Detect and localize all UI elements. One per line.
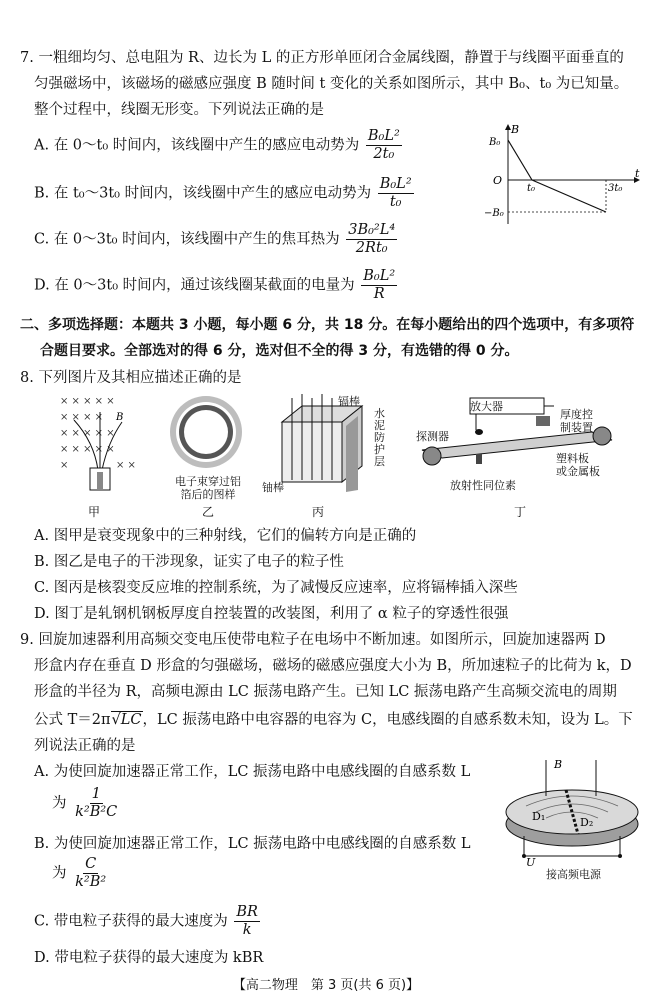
q8-label-ding: 丁 <box>514 505 527 519</box>
t0-label: t₀ <box>527 183 536 194</box>
fraction-denominator: 2Rt₀ <box>355 240 388 256</box>
q7-stem-line1: 7. 一粗细均匀、总电阻为 R、边长为 L 的正方形单匝闭合金属线圈，静置于与线圈平面垂直的 <box>20 50 624 66</box>
q9-stem-line4 <box>34 708 633 729</box>
q8-figure-a <box>56 392 142 498</box>
x-axis-label: t <box>635 167 640 180</box>
wall-char: 层 <box>374 455 385 468</box>
q8-plate-label <box>556 452 600 478</box>
q9-option-a-line2 <box>52 786 119 821</box>
q8-option-c: C. 图丙是核裂变反应堆的控制系统，为了减慢反应速率，应将镉棒插入深些 <box>34 580 518 596</box>
sqrt-lc: √LC <box>111 712 142 728</box>
q8-detector-label: 探测器 <box>416 430 449 443</box>
q9-option-c <box>34 904 260 939</box>
q7-stem-line3: 整个过程中，线圈无形变。下列说法正确的是 <box>34 102 324 118</box>
cyclotron-b-label: B <box>554 758 563 771</box>
q9-option-c-fraction <box>234 904 260 939</box>
radioactive-source <box>97 472 103 490</box>
u-label: U <box>526 856 536 869</box>
q9-option-a-prefix: 为 <box>52 795 67 812</box>
q9-cyclotron-figure <box>496 756 642 882</box>
q7-stem-line2: 匀强磁场中，该磁场的磁感应强度 B 随时间 t 变化的关系如图所示，其中 B₀、t₀ 为已知量。 <box>34 76 629 92</box>
detector <box>475 429 483 435</box>
period-formula-prefix: 公式 T＝2π <box>34 712 111 728</box>
q9-option-b-fraction <box>73 856 108 891</box>
q7-option-c-fraction <box>346 222 397 257</box>
y-axis-label: B <box>511 123 520 136</box>
svg-text:× × × × ×: × × × × × <box>60 428 115 439</box>
fraction-numerator: BR <box>236 904 258 920</box>
q8-amplifier-label: 放大器 <box>470 400 503 413</box>
q9-option-b-line2 <box>52 856 108 891</box>
svg-text:× × × ×: × × × × <box>60 412 104 423</box>
d1-label: D₁ <box>532 810 546 823</box>
fraction-numerator: B₀L² <box>363 268 396 284</box>
q8-option-d: D. 图丁是轧钢机钢板厚度自控装置的改装图，利用了 α 粒子的穿透性很强 <box>34 606 509 622</box>
fraction-numerator: B₀L² <box>379 176 412 192</box>
caption-line: 塑料板 <box>556 452 589 465</box>
q8-uranium-label: 铀棒 <box>262 481 284 494</box>
thickness-control <box>536 416 550 426</box>
q8-figure-b <box>166 394 246 474</box>
q7-option-b <box>34 176 414 211</box>
fraction-denominator: k²B²C <box>75 804 118 820</box>
q9-stem-line1: 9. 回旋加速器利用高频交变电压使带电粒子在电场中不断加速。如图所示，回旋加速器两 D <box>20 632 606 648</box>
wall-char: 水 <box>374 407 385 420</box>
q7-bt-graph <box>472 120 642 230</box>
q9-source-label: 接高频电源 <box>546 868 601 881</box>
fraction-numerator: 1 <box>91 786 101 802</box>
isotope-source <box>476 454 482 464</box>
sqrt-lc-text: LC <box>120 712 142 728</box>
magnetic-field-crosses <box>60 396 136 471</box>
q7-option-d-fraction <box>361 268 397 303</box>
page-footer: 【高二物理 第 3 页(共 6 页)】 <box>232 978 420 993</box>
roller-right <box>593 427 611 445</box>
q8-figure-b-caption <box>166 475 250 501</box>
wall-char: 泥 <box>374 419 385 432</box>
q8-label-jia: 甲 <box>88 505 101 519</box>
q8-cadmium-label: 镉棒 <box>338 395 360 408</box>
q9-stem-line2: 形盒内存在垂直 D 形盒的匀强磁场，磁场的磁感应强度大小为 B，所加速粒子的比荷为 k，D <box>34 658 632 674</box>
svg-text:× × × × ×: × × × × × <box>60 444 115 455</box>
q7-option-a <box>34 128 402 163</box>
q7-option-b-text: B. 在 t₀～3t₀ 时间内，该线圈中产生的感应电动势为 <box>34 185 372 202</box>
q8-isotope-label: 放射性同位素 <box>450 479 516 492</box>
fraction-denominator: k²B² <box>75 874 107 890</box>
caption-line: 箔后的图样 <box>180 488 236 501</box>
q9-stem-line5: 列说法正确的是 <box>34 738 136 754</box>
field-b-label: B <box>116 412 124 423</box>
svg-text:× ×: × × <box>116 460 136 471</box>
svg-text:×: × <box>60 460 69 471</box>
q7-option-d <box>34 268 397 303</box>
q8-label-bing: 丙 <box>312 505 325 519</box>
q7-option-d-text: D. 在 0～3t₀ 时间内，通过该线圈某截面的电量为 <box>34 277 355 294</box>
period-formula-suffix: ，LC 振荡电路中电容器的电容为 C，电感线圈的自感系数未知，设为 L。下 <box>142 712 633 728</box>
q9-option-a-fraction <box>73 786 119 821</box>
svg-text:× × × × ×: × × × × × <box>60 396 115 407</box>
fraction-numerator: C <box>85 856 97 872</box>
terminal-right <box>618 854 622 858</box>
q7-option-c <box>34 222 397 257</box>
fraction-numerator: B₀L² <box>367 128 400 144</box>
3t0-label: 3t₀ <box>608 183 623 194</box>
q7-option-b-fraction <box>378 176 414 211</box>
fraction-denominator: t₀ <box>389 194 402 210</box>
caption-line: 厚度控 <box>560 408 593 421</box>
q8-label-yi: 乙 <box>202 505 215 519</box>
q9-option-c-text: C. 带电粒子获得的最大速度为 <box>34 913 228 930</box>
concrete-wall <box>346 416 358 492</box>
q9-option-d: D. 带电粒子获得的最大速度为 kBR <box>34 950 264 966</box>
q9-option-a-line1: A. 为使回旋加速器正常工作，LC 振荡电路中电感线圈的自感系数 L <box>34 764 471 780</box>
section2-heading-line1: 二、多项选择题：本题共 3 小题，每小题 6 分，共 18 分。在每小题给出的四个选项中，有多项符 <box>20 317 635 333</box>
q7-option-a-fraction <box>366 128 402 163</box>
caption-line: 或金属板 <box>556 465 600 478</box>
q9-option-b-line1: B. 为使回旋加速器正常工作，LC 振荡电路中电感线圈的自感系数 L <box>34 836 471 852</box>
fraction-denominator: R <box>373 286 385 302</box>
q8-option-a: A. 图甲是衰变现象中的三种射线，它们的偏转方向是正确的 <box>34 528 417 544</box>
wall-char: 护 <box>374 443 385 456</box>
origin-label: O <box>493 174 503 187</box>
q9-stem-line3: 形盒的半径为 R，高频电源由 LC 振荡电路产生。已知 LC 振荡电路产生高频交流电的周期 <box>34 684 617 700</box>
neg-b0-label: −B₀ <box>484 208 504 219</box>
wall-char: 防 <box>374 431 385 444</box>
b0-label: B₀ <box>489 137 501 148</box>
fraction-numerator: 3B₀²L⁴ <box>348 222 396 238</box>
q8-thickness-label <box>560 408 593 434</box>
graph-line-segment-1 <box>508 140 532 180</box>
q8-wall-label <box>374 408 385 468</box>
fraction-denominator: k <box>242 922 252 938</box>
graph-line-segment-2 <box>532 180 606 212</box>
d2-label: D₂ <box>580 816 594 829</box>
q7-option-c-text: C. 在 0～3t₀ 时间内，该线圈中产生的焦耳热为 <box>34 231 340 248</box>
section2-heading-line2: 合题目要求。全部选对的得 6 分，选对但不全的得 3 分，有选错的得 0 分。 <box>40 343 519 359</box>
diffraction-center <box>184 410 228 454</box>
q9-option-b-prefix: 为 <box>52 865 67 882</box>
roller-left <box>423 447 441 465</box>
q7-option-a-text: A. 在 0～t₀ 时间内，该线圈中产生的感应电动势为 <box>34 137 360 154</box>
fraction-denominator: 2t₀ <box>373 146 395 162</box>
q8-stem: 8. 下列图片及其相应描述正确的是 <box>20 370 242 386</box>
caption-line: 电子束穿过铝 <box>175 475 241 488</box>
caption-line: 制装置 <box>560 421 593 434</box>
q8-option-b: B. 图乙是电子的干涉现象，证实了电子的粒子性 <box>34 554 344 570</box>
